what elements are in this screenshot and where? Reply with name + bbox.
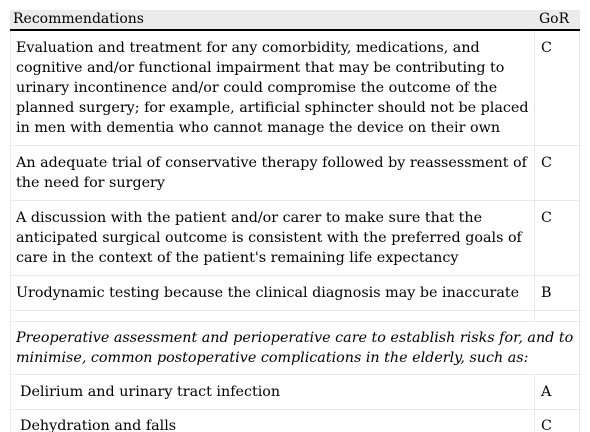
grade-of-recommendation: C: [535, 146, 580, 200]
table-row: [10, 375, 580, 410]
spacer-cell: [535, 311, 580, 321]
grade-of-recommendation: C: [535, 201, 580, 275]
spacer-row: [10, 311, 580, 322]
recommendation-text: Evaluation and treatment for any comorbidity, medications, and cognitive and/or functional impairment that may be contributing to urinary incontinence and/or could compromise the outcome of the planned surgery; for example, artificial sphincter should not be placed in men with dementia who cannot manage the device on their own: [10, 31, 535, 145]
recommendation-text: An adequate trial of conservative therapy followed by reassessment of the need for surgery: [10, 146, 535, 200]
recommendation-text: Dehydration and falls: [10, 410, 535, 432]
grade-of-recommendation: B: [535, 276, 580, 310]
column-header-gor: GoR: [535, 10, 580, 29]
recommendations-table: [10, 10, 580, 432]
table-row: [10, 410, 580, 432]
column-header-recommendations: Recommendations: [10, 10, 535, 29]
recommendation-text: Delirium and urinary tract infection: [10, 375, 535, 409]
grade-of-recommendation: C: [535, 410, 580, 432]
table-row: [10, 276, 580, 311]
spacer-cell: [10, 311, 535, 321]
table-header: [10, 10, 580, 31]
grade-of-recommendation: C: [535, 31, 580, 145]
section-heading: Preoperative assessment and perioperative care to establish risks for, and to minimise, common postoperative complications in the elderly, such as:: [10, 322, 580, 375]
grade-of-recommendation: A: [535, 375, 580, 409]
table-row: [10, 201, 580, 276]
table-row: [10, 31, 580, 146]
recommendation-text: Urodynamic testing because the clinical diagnosis may be inaccurate: [10, 276, 535, 310]
recommendation-text: A discussion with the patient and/or carer to make sure that the anticipated surgical outcome is consistent with the preferred goals of care in the context of the patient's remaining life expectancy: [10, 201, 535, 275]
table-row: [10, 146, 580, 201]
